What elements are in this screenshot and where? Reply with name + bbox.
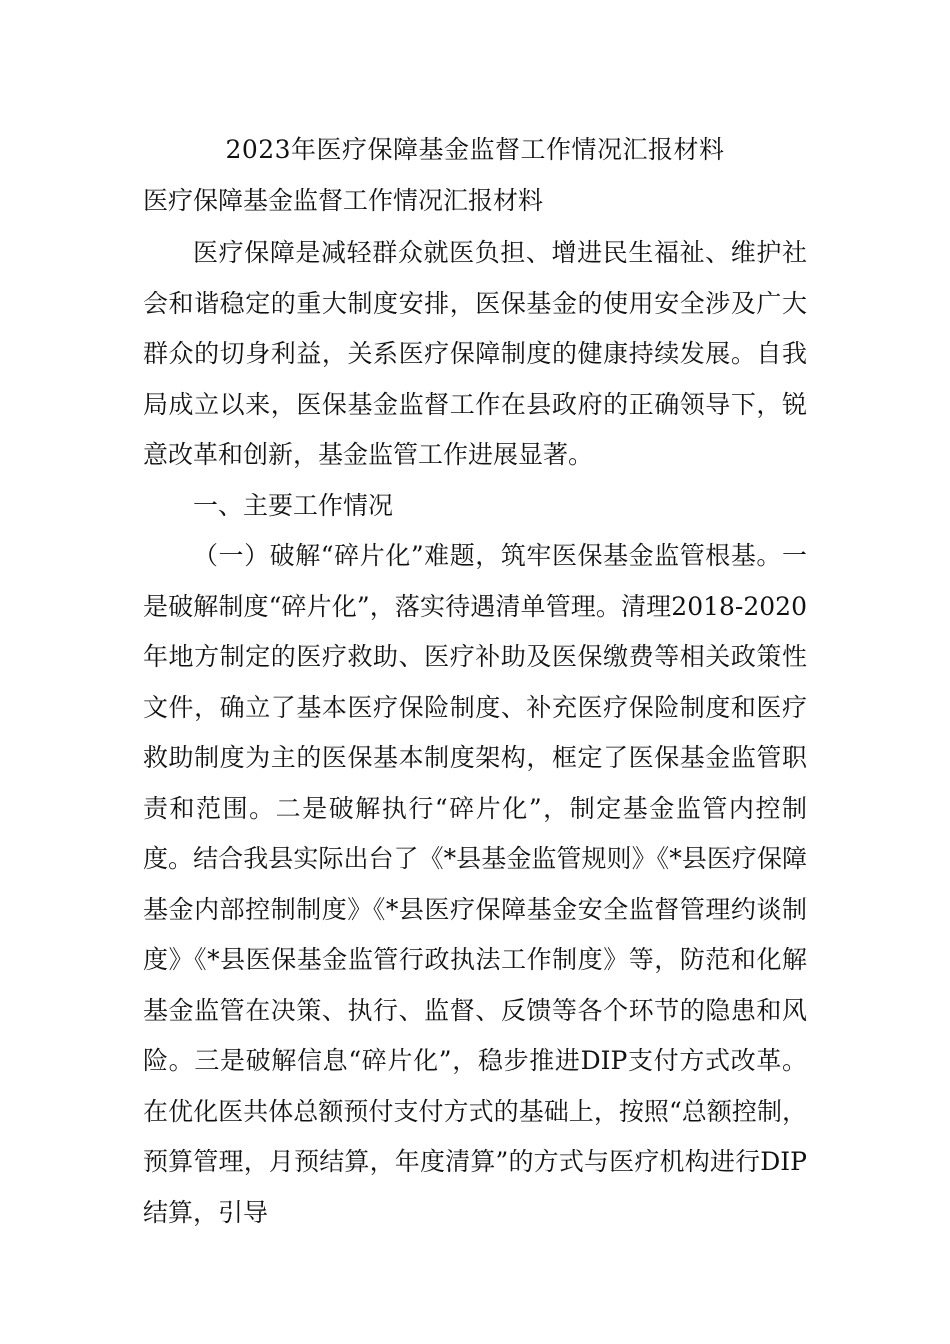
- section-heading: 一、主要工作情况: [193, 490, 394, 520]
- document-subtitle: 医疗保障基金监督工作情况汇报材料: [143, 186, 544, 215]
- document-body: [143, 228, 807, 1238]
- document-title: 2023年医疗保障基金监督工作情况汇报材料: [225, 135, 725, 164]
- section-paragraph: （一）破解“碎片化”难题，筑牢医保基金监管根基。一是破解制度“碎片化”，落实待遇清单管理。清理2018-2020年地方制定的医疗救助、医疗补助及医保缴费等相关政策性文件，确立了基本医疗保险制度、补充医疗保险制度和医疗救助制度为主的医保基本制度架构，框定了医保基金监管职责和范围。二是破解执行“碎片化”，制定基金监管内控制度。结合我县实际出台了《*县基金监管规则》《*县医疗保障基金内部控制制度》《*县医疗保障基金安全监督管理约谈制度》《*县医保基金监管行政执法工作制度》等，防范和化解基金监管在决策、执行、监督、反馈等各个环节的隐患和风险。三是破解信息“碎片化”，稳步推进DIP支付方式改革。在优化医共体总额预付支付方式的基础上，按照“总额控制，预算管理，月预结算，年度清算”的方式与医疗机构进行DIP结算，引导: [143, 541, 807, 1227]
- intro-paragraph: 医疗保障是减轻群众就医负担、增进民生福祉、维护社会和谐稳定的重大制度安排，医保基金的使用安全涉及广大群众的切身利益，关系医疗保障制度的健康持续发展。自我局成立以来，医保基金监督工作在县政府的正确领导下，锐意改革和创新，基金监管工作进展显著。: [143, 238, 807, 469]
